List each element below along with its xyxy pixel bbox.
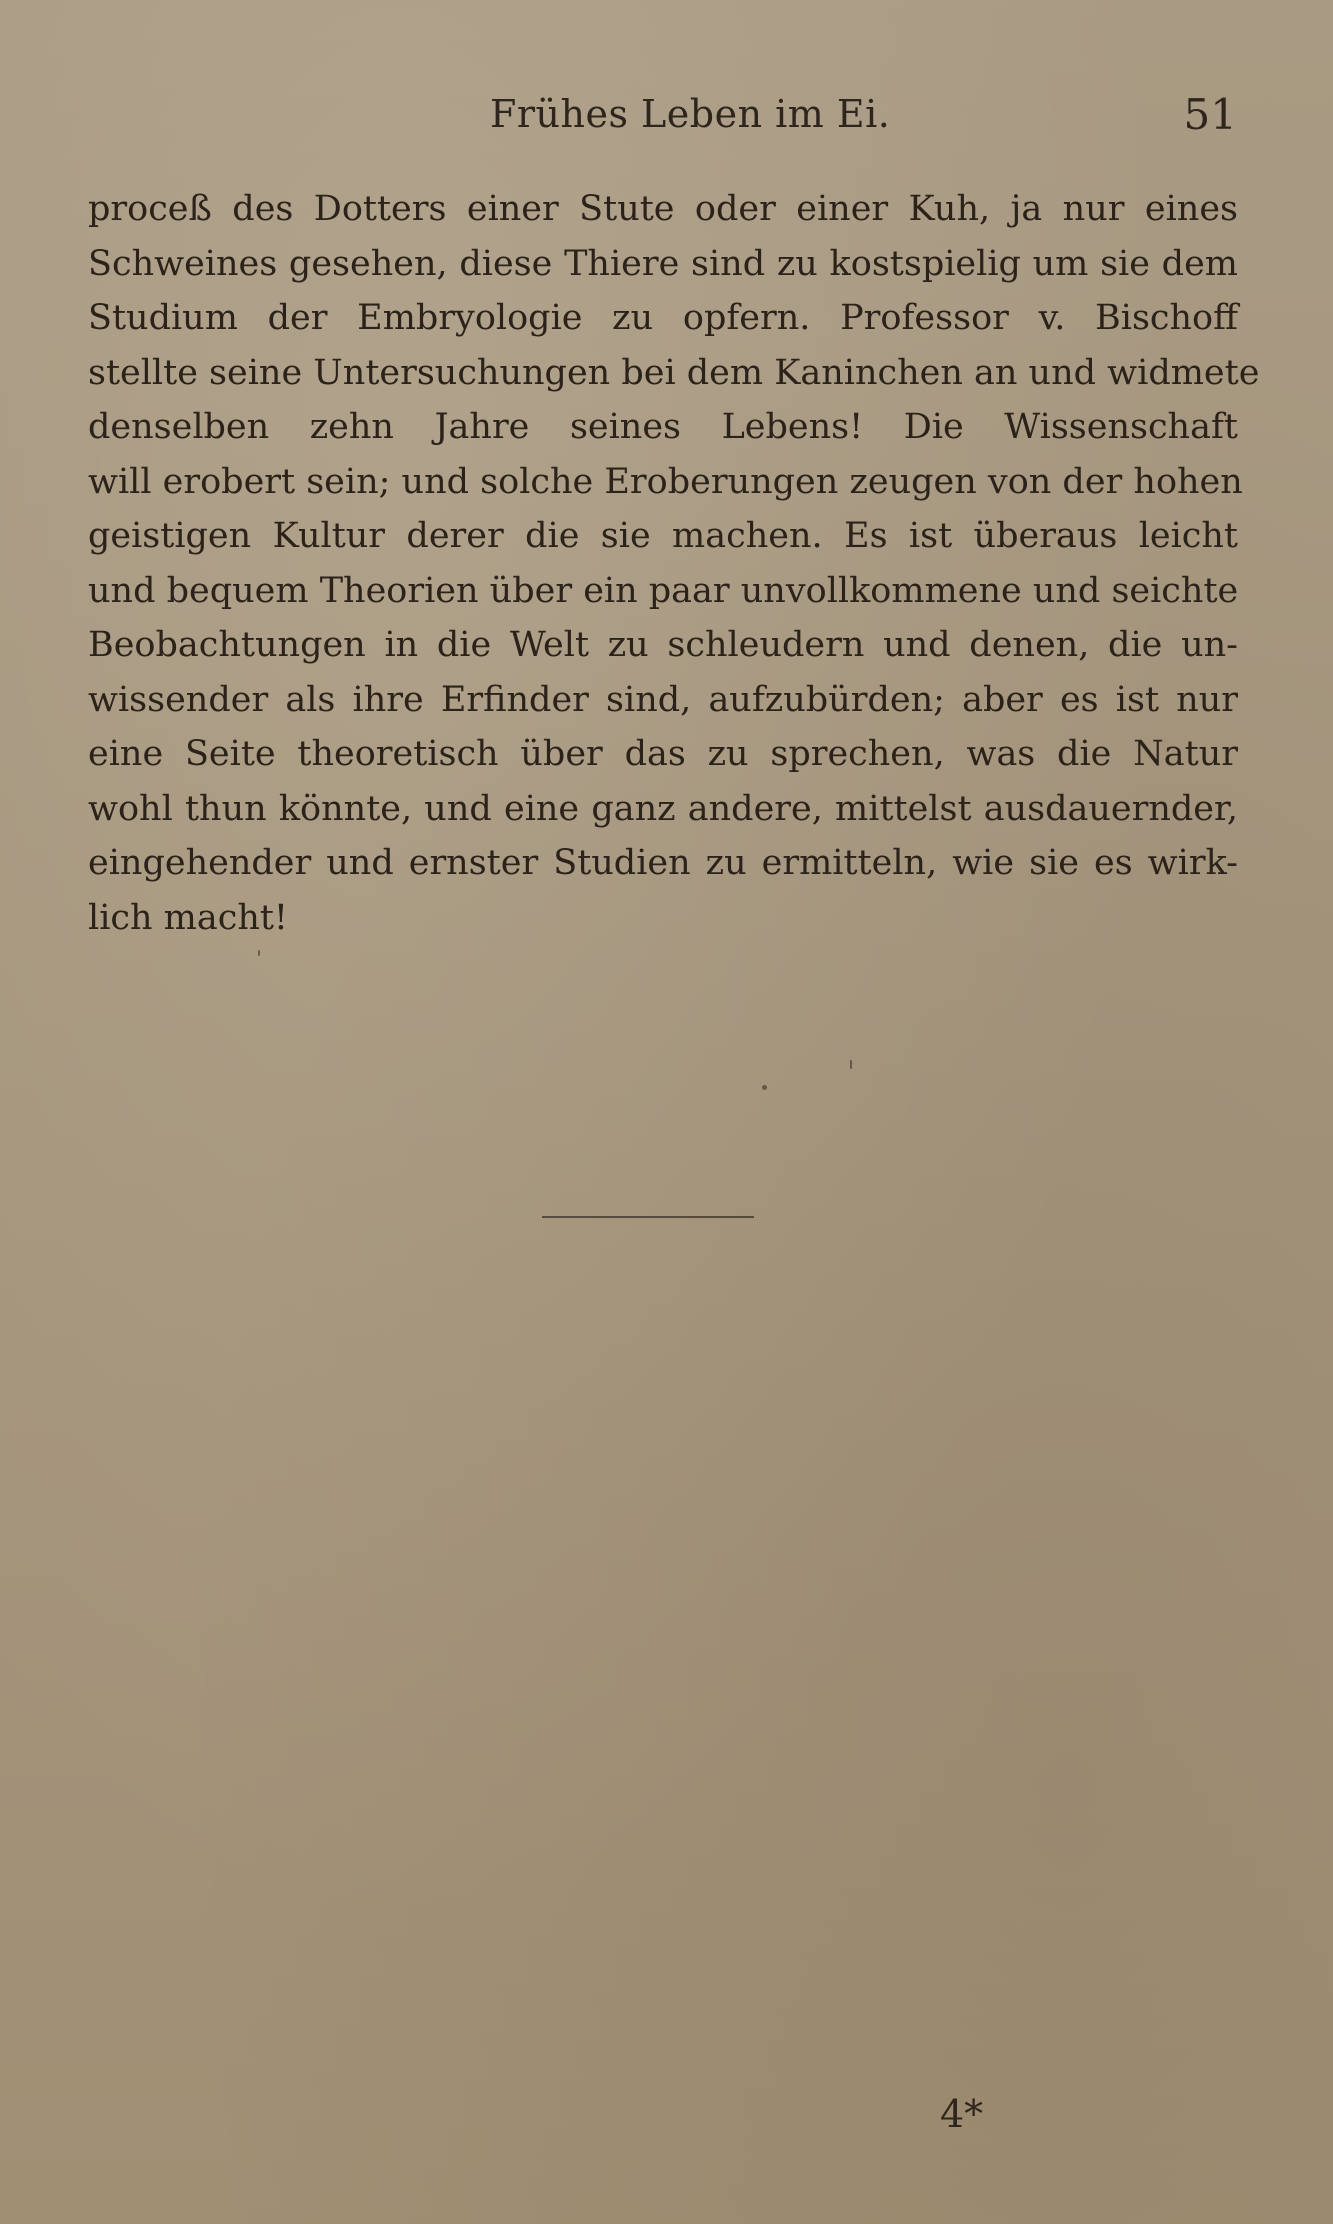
body-paragraph [88, 182, 1260, 945]
paper-speck [258, 950, 260, 956]
running-head: Frühes Leben im Ei. [490, 92, 891, 136]
text-line: eine Seite theoretisch über das zu sprechen, was die Natur [88, 734, 1238, 774]
text-line: Beobachtungen in die Welt zu schleudern und denen, die un- [88, 625, 1238, 665]
text-line: geistigen Kultur derer die sie machen. Es ist überaus leicht [88, 516, 1238, 556]
section-divider-rule [542, 1216, 754, 1218]
text-line: Studium der Embryologie zu opfern. Professor v. Bischoff [88, 298, 1238, 338]
text-line: Schweines gesehen, diese Thiere sind zu kostspielig um sie dem [88, 243, 1238, 284]
text-line: und bequem Theorien über ein paar unvollkommene und seichte [88, 570, 1239, 611]
text-line: eingehender und ernster Studien zu ermitteln, wie sie es wirk- [88, 843, 1238, 883]
text-line: denselben zehn Jahre seines Lebens! Die Wissenschaft [88, 407, 1238, 447]
signature-mark: 4* [940, 2092, 984, 2136]
page-number: 51 [1183, 90, 1237, 139]
text-line: wohl thun könnte, und eine ganz andere, mittelst ausdauernder, [88, 788, 1238, 829]
text-line: will erobert sein; und solche Eroberungen zeugen von der hohen [88, 461, 1243, 502]
paper-speck [850, 1060, 852, 1069]
text-line: stellte seine Untersuchungen bei dem Kaninchen an und widmete [88, 352, 1260, 393]
text-line: wissender als ihre Erfinder sind, aufzubürden; aber es ist nur [88, 679, 1238, 720]
text-line: proceß des Dotters einer Stute oder einer Kuh, ja nur eines [88, 189, 1238, 229]
paper-speck [762, 1085, 767, 1090]
text-line: lich macht! [88, 897, 288, 938]
